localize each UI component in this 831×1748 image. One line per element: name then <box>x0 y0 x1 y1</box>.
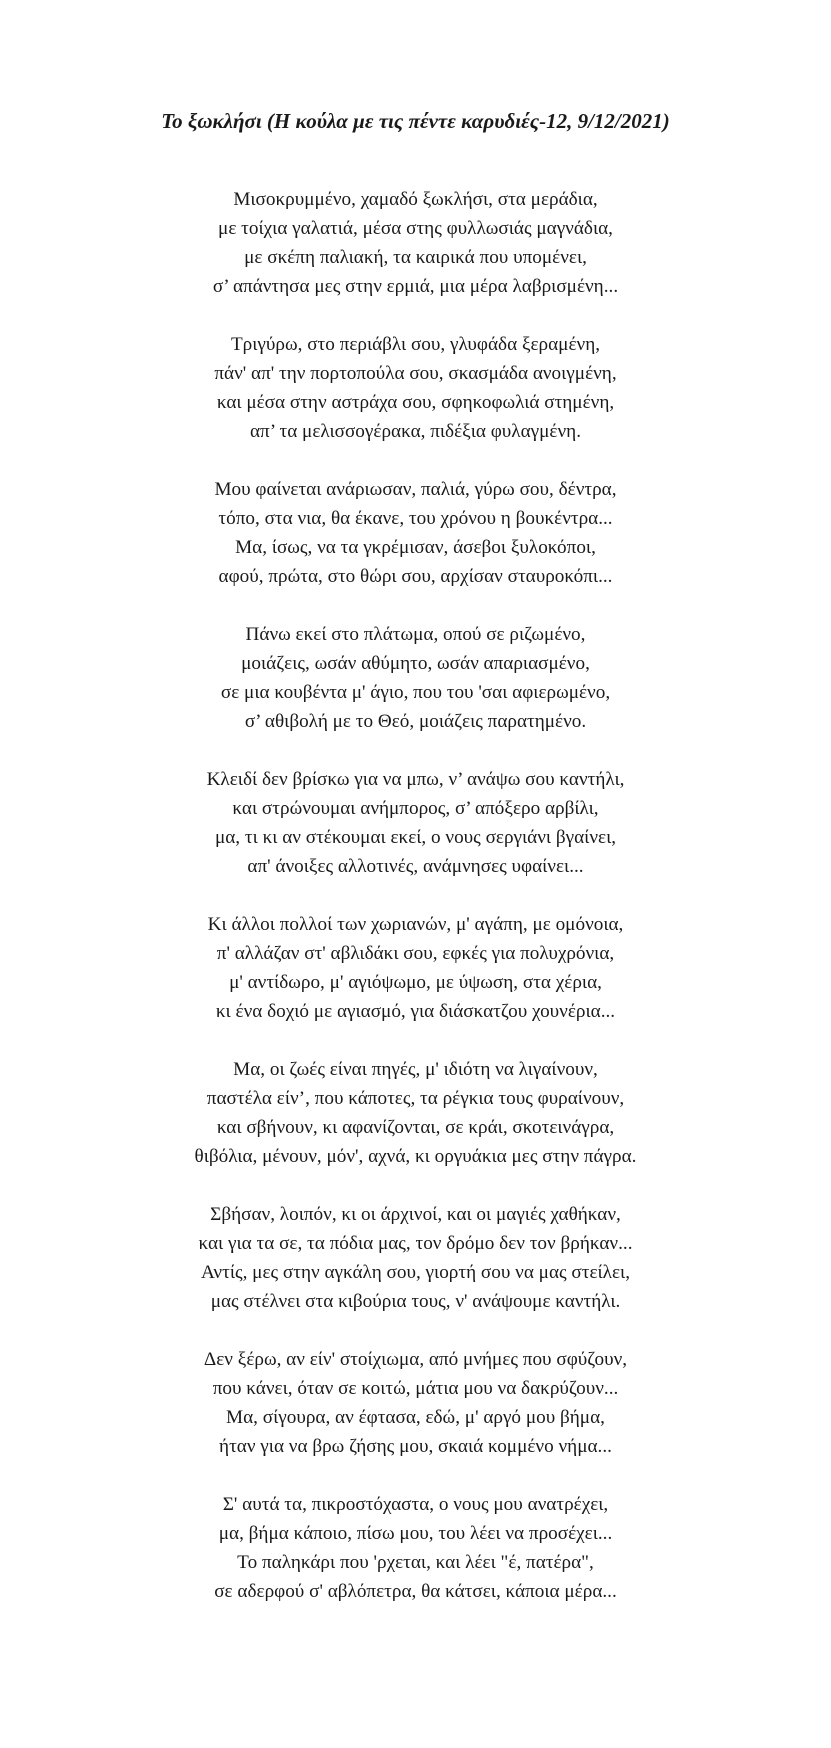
stanza <box>0 1490 831 1606</box>
verse-line: και στρώνουμαι ανήμπορος, σ’ απόξερο αρβίλι, <box>232 798 599 819</box>
verse-line: και μέσα στην αστράχα σου, σφηκοφωλιά στημένη, <box>216 392 615 413</box>
verse-line: με σκέπη παλιακή, τα καιρικά που υπομένει, <box>244 247 587 268</box>
poem-body <box>0 185 831 1635</box>
verse-line: και σβήνουν, κι αφανίζονται, σε κράι, σκοτεινάγρα, <box>216 1117 615 1138</box>
verse-line: παστέλα είν’, που κάποτες, τα ρέγκια τους φυραίνουν, <box>206 1088 625 1109</box>
verse-line: Δεν ξέρω, αν είν' στοίχιωμα, από μνήμες που σφύζουν, <box>203 1349 628 1370</box>
verse-line: Τριγύρω, στο περιάβλι σου, γλυφάδα ξεραμένη, <box>230 334 601 355</box>
verse-line: Μα, ίσως, να τα γκρέμισαν, άσεβοι ξυλοκόποι, <box>235 537 596 558</box>
verse-line: Σ' αυτά τα, πικροστόχαστα, ο νους μου ανατρέχει, <box>222 1494 609 1515</box>
verse-line: σ’ απάντησα μες στην ερμιά, μια μέρα λαβρισμένη... <box>212 276 619 297</box>
stanza <box>0 620 831 736</box>
stanza <box>0 1200 831 1316</box>
verse-line: Το παληκάρι που 'ρχεται, και λέει "έ, πατέρα", <box>237 1552 594 1573</box>
verse-line: Πάνω εκεί στο πλάτωμα, οπού σε ριζωμένο, <box>245 624 586 645</box>
verse-line: τόπο, στα νια, θα έκανε, του χρόνου η βουκέντρα... <box>218 508 613 529</box>
verse-line: απ’ τα μελισσογέρακα, πιδέξια φυλαγμένη. <box>249 421 581 442</box>
verse-line: Κι άλλοι πολλοί των χωριανών, μ' αγάπη, με ομόνοια, <box>207 914 624 935</box>
poem-title: Το ξωκλήσι (Η κούλα με τις πέντε καρυδιές-12, 9/12/2021) <box>161 109 670 133</box>
stanza <box>0 1345 831 1461</box>
stanza <box>0 475 831 591</box>
verse-line: αφού, πρώτα, στο θώρι σου, αρχίσαν σταυροκόπι... <box>218 566 613 587</box>
verse-line: Αντίς, μες στην αγκάλη σου, γιορτή σου να μας στείλει, <box>201 1262 630 1283</box>
verse-line: μοιάζεις, ωσάν αθύμητο, ωσάν απαριασμένο, <box>241 653 590 674</box>
verse-line: Σβήσαν, λοιπόν, κι οι άρχινοί, και οι μαγιές χαθήκαν, <box>210 1204 621 1225</box>
verse-line: που κάνει, όταν σε κοιτώ, μάτια μου να δακρύζουν... <box>212 1378 619 1399</box>
verse-line: ήταν για να βρω ζήσης μου, σκαιά κομμένο νήμα... <box>219 1436 612 1457</box>
stanza <box>0 765 831 881</box>
verse-line: μα, βήμα κάποιο, πίσω μου, του λέει να προσέχει... <box>218 1523 613 1544</box>
verse-line: πάν' απ' την πορτοπούλα σου, σκασμάδα ανοιγμένη, <box>214 363 617 384</box>
verse-line: μα, τι κι αν στέκουμαι εκεί, ο νους σεργιάνι βγαίνει, <box>214 827 617 848</box>
verse-line: σε μια κουβέντα μ' άγιο, που του 'σαι αφιερωμένο, <box>220 682 611 703</box>
verse-line: σε αδερφού σ' αβλόπετρα, θα κάτσει, κάποια μέρα... <box>214 1581 617 1602</box>
verse-line: μας στέλνει στα κιβούρια τους, ν' ανάψουμε καντήλι. <box>210 1291 621 1312</box>
stanza <box>0 910 831 1026</box>
stanza <box>0 330 831 446</box>
verse-line: απ' άνοιξες αλλοτινές, ανάμνησες υφαίνει... <box>247 856 584 877</box>
verse-line: π' αλλάζαν στ' αβλιδάκι σου, εφκές για πολυχρόνια, <box>216 943 615 964</box>
stanza <box>0 1055 831 1171</box>
verse-line: κι ένα δοχιό με αγιασμό, για διάσκατζου χουνέρια... <box>215 1001 616 1022</box>
verse-line: Μου φαίνεται ανάριωσαν, παλιά, γύρω σου, δέντρα, <box>214 479 617 500</box>
stanza <box>0 185 831 301</box>
verse-line: και για τα σε, τα πόδια μας, τον δρόμο δεν τον βρήκαν... <box>198 1233 633 1254</box>
verse-line: Κλειδί δεν βρίσκω για να μπω, ν’ ανάψω σου καντήλι, <box>206 769 625 790</box>
verse-line: θιβόλια, μένουν, μόν', αχνά, κι οργυάκια μες στην πάγρα. <box>194 1146 637 1167</box>
verse-line: μ' αντίδωρο, μ' αγιόψωμο, με ύψωση, στα χέρια, <box>229 972 602 993</box>
verse-line: Μα, οι ζωές είναι πηγές, μ' ιδιότη να λιγαίνουν, <box>233 1059 598 1080</box>
verse-line: Μα, σίγουρα, αν έφτασα, εδώ, μ' αργό μου βήμα, <box>226 1407 605 1428</box>
verse-line: Μισοκρυμμένο, χαμαδό ξωκλήσι, στα μεράδια, <box>233 189 598 210</box>
verse-line: σ’ αθιβολή με το Θεό, μοιάζεις παρατημένο. <box>244 711 587 732</box>
verse-line: με τοίχια γαλατιά, μέσα στης φυλλωσιάς μαγνάδια, <box>218 218 613 239</box>
